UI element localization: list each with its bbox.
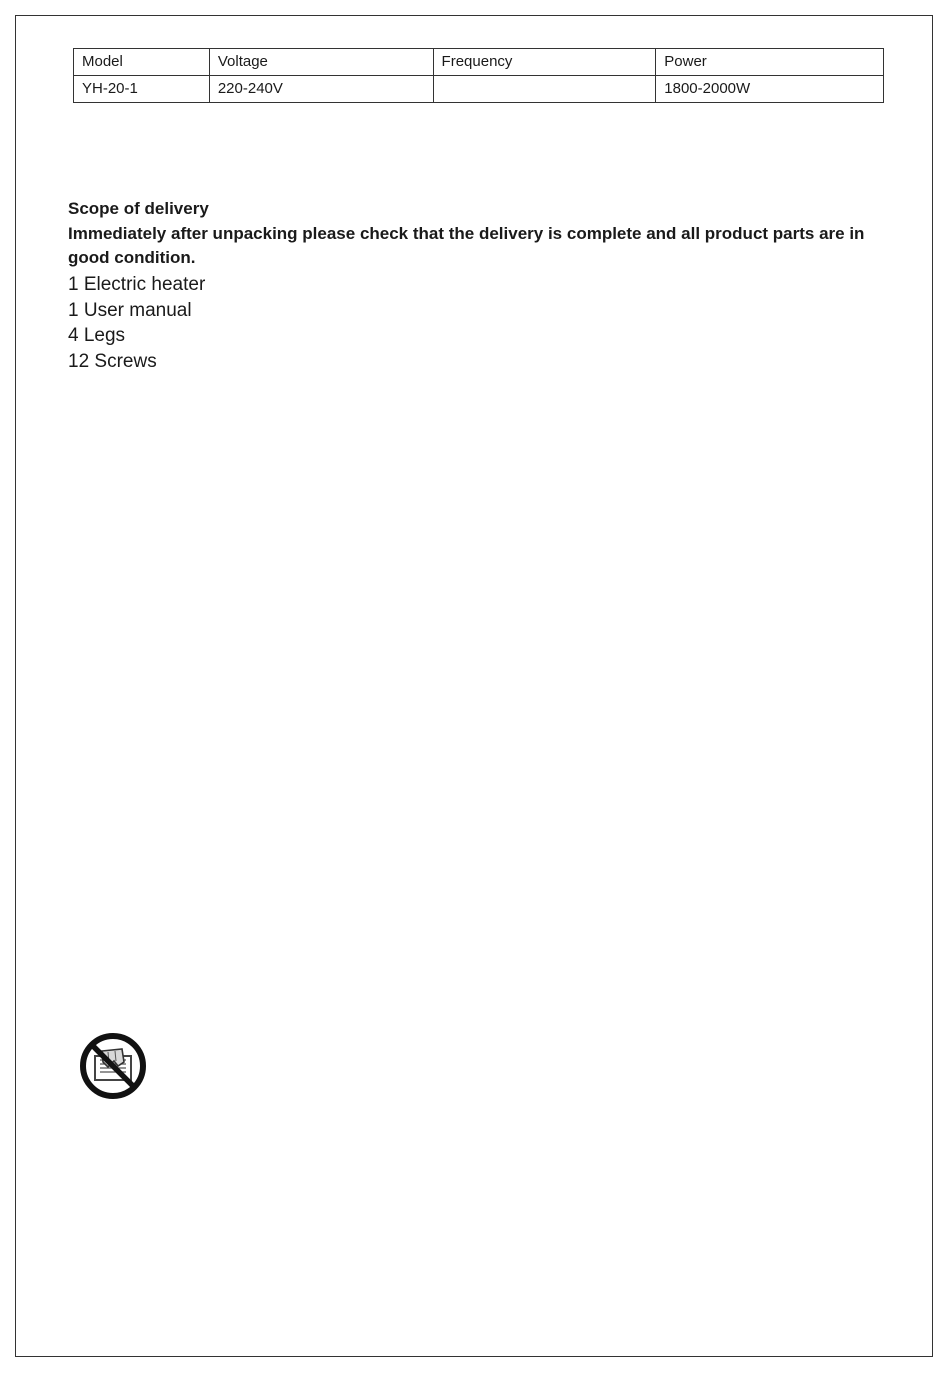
list-item: 4 Legs	[68, 325, 126, 347]
cell-model: YH-20-1	[74, 76, 210, 103]
scope-heading: Scope of delivery	[68, 199, 209, 218]
header-voltage: Voltage	[209, 49, 433, 76]
specification-table	[73, 48, 884, 103]
scope-instruction: Immediately after unpacking please check that the delivery is complete and all product parts are in good condition.	[68, 224, 865, 267]
list-item: 1 User manual	[68, 299, 192, 321]
cell-power: 1800-2000W	[656, 76, 884, 103]
cell-frequency	[433, 76, 656, 103]
list-item: 12 Screws	[68, 350, 157, 372]
list-item: 1 Electric heater	[68, 274, 206, 295]
delivery-list	[68, 272, 205, 374]
do-not-cover-icon	[78, 1032, 148, 1100]
table-header-row	[74, 49, 884, 76]
header-power: Power	[656, 49, 884, 76]
header-model: Model	[74, 49, 210, 76]
header-frequency: Frequency	[433, 49, 656, 76]
table-row	[74, 76, 884, 103]
cell-voltage: 220-240V	[209, 76, 433, 103]
